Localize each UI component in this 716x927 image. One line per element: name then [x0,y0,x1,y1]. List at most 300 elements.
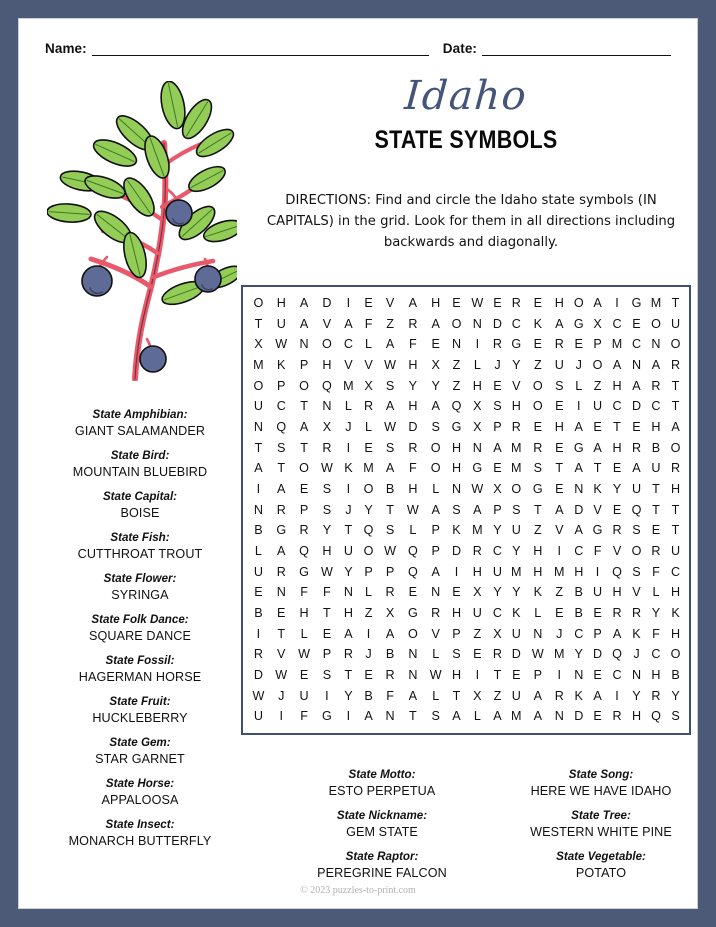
grid-cell[interactable]: W [320,461,333,476]
grid-cell[interactable]: V [322,316,332,331]
grid-cell[interactable]: T [671,399,680,414]
grid-cell[interactable]: H [612,440,622,455]
name-input-line[interactable] [92,43,429,56]
grid-cell[interactable]: C [651,399,661,414]
grid-cell[interactable]: H [343,605,353,620]
grid-cell[interactable]: H [408,358,418,372]
grid-cell[interactable]: C [612,667,622,682]
grid-cell[interactable]: E [493,378,502,393]
grid-cell[interactable]: H [299,605,309,620]
grid-cell[interactable]: E [493,461,502,476]
grid-cell[interactable]: T [613,419,621,434]
grid-cell[interactable]: I [346,709,351,724]
grid-cell[interactable]: N [253,419,263,434]
grid-cell[interactable]: S [512,502,521,517]
grid-cell[interactable]: H [651,419,661,434]
grid-cell[interactable]: G [276,523,287,538]
grid-cell[interactable]: I [557,667,562,682]
grid-cell[interactable]: I [454,564,459,579]
grid-cell[interactable]: T [386,502,394,517]
grid-cell[interactable]: L [432,481,440,496]
grid-cell[interactable]: A [364,709,373,724]
grid-cell[interactable]: Z [473,626,482,641]
grid-cell[interactable]: S [322,481,332,496]
grid-cell[interactable]: A [574,461,583,476]
grid-cell[interactable]: W [384,543,396,558]
grid-cell[interactable]: E [364,667,373,682]
grid-cell[interactable]: K [452,523,461,538]
grid-cell[interactable]: Y [431,378,440,393]
grid-cell[interactable]: A [408,296,418,311]
grid-cell[interactable]: L [365,337,373,352]
grid-cell[interactable]: G [592,523,603,538]
grid-cell[interactable]: U [472,605,482,620]
grid-cell[interactable]: Y [322,523,332,538]
grid-cell[interactable]: A [431,399,440,414]
grid-cell[interactable]: T [452,688,461,703]
grid-cell[interactable]: N [343,585,353,600]
grid-cell[interactable]: T [671,523,680,538]
grid-cell[interactable]: C [670,564,681,579]
grid-cell[interactable]: O [592,358,603,372]
grid-cell[interactable]: M [511,461,522,476]
grid-cell[interactable]: A [533,688,542,703]
grid-cell[interactable]: T [493,667,502,682]
grid-cell[interactable]: Y [632,688,641,703]
grid-cell[interactable]: N [651,337,661,352]
grid-cell[interactable]: L [652,585,660,600]
grid-cell[interactable]: R [431,605,441,620]
grid-cell[interactable]: G [299,564,309,579]
grid-cell[interactable]: A [632,378,641,393]
grid-cell[interactable]: B [671,667,680,682]
grid-cell[interactable]: R [276,564,286,579]
grid-cell[interactable]: F [409,337,417,352]
grid-cell[interactable]: E [533,337,542,352]
grid-cell[interactable]: N [408,647,418,662]
grid-cell[interactable]: D [574,502,584,517]
grid-cell[interactable]: I [346,296,351,311]
grid-cell[interactable]: M [511,564,522,579]
grid-cell[interactable]: H [533,543,543,558]
grid-cell[interactable]: N [631,358,642,372]
grid-cell[interactable]: Q [612,647,622,662]
grid-cell[interactable]: G [407,605,418,620]
grid-cell[interactable]: E [452,585,461,600]
grid-cell[interactable]: H [322,358,332,372]
grid-cell[interactable]: U [593,585,603,600]
grid-cell[interactable]: E [651,523,661,538]
grid-cell[interactable]: O [430,461,441,476]
grid-cell[interactable]: M [650,296,662,311]
grid-cell[interactable]: S [555,378,564,393]
grid-cell[interactable]: O [299,378,309,393]
grid-cell[interactable]: F [652,564,660,579]
grid-cell[interactable]: A [452,709,461,724]
grid-cell[interactable]: K [533,316,542,331]
grid-cell[interactable]: V [344,358,353,372]
grid-cell[interactable]: C [492,605,503,620]
grid-cell[interactable]: Y [493,585,502,600]
grid-cell[interactable]: S [385,440,395,455]
grid-cell[interactable]: V [512,378,521,393]
grid-cell[interactable]: N [472,316,482,331]
grid-cell[interactable]: A [555,502,564,517]
grid-cell[interactable]: N [408,667,418,682]
grid-cell[interactable]: I [557,543,562,558]
grid-cell[interactable]: U [253,564,263,579]
grid-cell[interactable]: R [472,543,482,558]
grid-cell[interactable]: A [299,419,309,434]
grid-cell[interactable]: T [652,502,660,517]
grid-cell[interactable]: L [344,399,352,414]
grid-cell[interactable]: Y [344,564,353,579]
grid-cell[interactable]: N [322,399,332,414]
grid-cell[interactable]: R [554,688,564,703]
grid-cell[interactable]: D [253,667,263,682]
grid-cell[interactable]: A [593,296,602,311]
grid-cell[interactable]: R [408,440,418,455]
grid-cell[interactable]: U [554,358,564,372]
grid-cell[interactable]: H [670,481,681,496]
grid-cell[interactable]: I [615,688,619,703]
grid-cell[interactable]: I [346,440,351,455]
grid-cell[interactable]: C [276,399,286,414]
grid-cell[interactable]: J [633,647,640,662]
grid-cell[interactable]: F [386,688,394,703]
grid-cell[interactable]: E [533,296,542,311]
grid-cell[interactable]: X [431,358,440,372]
grid-cell[interactable]: I [325,688,329,703]
grid-cell[interactable]: P [322,647,332,662]
grid-cell[interactable]: X [473,688,482,703]
grid-cell[interactable]: A [385,399,395,414]
grid-cell[interactable]: I [366,626,371,641]
grid-cell[interactable]: S [322,667,332,682]
grid-cell[interactable]: J [556,626,563,641]
grid-cell[interactable]: A [632,461,641,476]
grid-cell[interactable]: B [385,481,395,496]
grid-cell[interactable]: J [494,358,501,372]
grid-cell[interactable]: N [631,667,642,682]
grid-cell[interactable]: O [651,316,661,331]
grid-cell[interactable]: K [344,461,353,476]
grid-cell[interactable]: S [277,440,286,455]
grid-cell[interactable]: S [533,461,542,476]
grid-cell[interactable]: A [493,440,502,455]
grid-cell[interactable]: S [452,502,461,517]
grid-cell[interactable]: M [511,440,522,455]
grid-cell[interactable]: I [577,399,581,414]
grid-cell[interactable]: O [631,543,642,558]
grid-cell[interactable]: V [277,647,286,662]
grid-cell[interactable]: F [409,461,417,476]
grid-cell[interactable]: G [573,440,584,455]
grid-cell[interactable]: A [431,502,440,517]
grid-cell[interactable]: X [493,481,502,496]
grid-cell[interactable]: Q [451,399,462,414]
grid-cell[interactable]: P [431,543,440,558]
grid-cell[interactable]: Z [364,605,373,620]
grid-cell[interactable]: M [343,378,354,393]
grid-cell[interactable]: D [511,647,521,662]
grid-cell[interactable]: R [651,378,661,393]
grid-cell[interactable]: N [431,585,441,600]
grid-cell[interactable]: G [322,709,332,724]
grid-cell[interactable]: A [612,626,622,641]
grid-cell[interactable]: X [593,316,602,331]
grid-cell[interactable]: A [431,316,440,331]
grid-cell[interactable]: F [323,585,331,600]
grid-cell[interactable]: A [473,502,482,517]
grid-cell[interactable]: Y [512,358,521,372]
grid-cell[interactable]: A [431,564,440,579]
grid-cell[interactable]: N [472,440,482,455]
grid-cell[interactable]: J [365,647,372,662]
grid-cell[interactable]: I [256,481,261,496]
grid-cell[interactable]: F [652,626,660,641]
grid-cell[interactable]: T [555,461,564,476]
grid-cell[interactable]: R [651,543,661,558]
grid-cell[interactable]: A [593,440,602,455]
grid-cell[interactable]: L [432,647,440,662]
grid-cell[interactable]: L [409,523,417,538]
grid-cell[interactable]: H [574,564,584,579]
grid-cell[interactable]: U [631,481,642,496]
grid-cell[interactable]: S [452,647,461,662]
grid-cell[interactable]: O [253,296,264,311]
grid-cell[interactable]: Q [407,564,418,579]
grid-cell[interactable]: D [593,647,603,662]
grid-cell[interactable]: E [612,502,622,517]
grid-cell[interactable]: E [555,605,564,620]
grid-cell[interactable]: L [575,378,583,393]
grid-cell[interactable]: T [344,667,353,682]
grid-cell[interactable]: G [532,481,543,496]
grid-cell[interactable]: Y [574,647,583,662]
grid-cell[interactable]: E [632,316,641,331]
grid-cell[interactable]: A [533,709,542,724]
grid-cell[interactable]: O [670,337,681,352]
grid-cell[interactable]: S [431,419,440,434]
grid-cell[interactable]: A [254,461,263,476]
grid-cell[interactable]: T [409,709,417,724]
grid-cell[interactable]: K [632,626,641,641]
grid-cell[interactable]: O [573,296,584,311]
grid-cell[interactable]: T [671,502,680,517]
grid-cell[interactable]: T [533,502,542,517]
grid-cell[interactable]: W [406,502,419,517]
grid-cell[interactable]: U [276,316,286,331]
grid-cell[interactable]: J [345,419,352,434]
grid-cell[interactable]: R [612,523,622,538]
grid-cell[interactable]: E [322,626,332,641]
grid-cell[interactable]: W [384,419,396,434]
grid-cell[interactable]: U [511,688,521,703]
grid-cell[interactable]: O [299,461,309,476]
grid-cell[interactable]: R [612,605,622,620]
grid-cell[interactable]: C [511,316,521,331]
grid-cell[interactable]: E [431,337,440,352]
grid-cell[interactable]: Q [276,419,287,434]
grid-cell[interactable]: T [254,440,263,455]
grid-cell[interactable]: I [595,564,600,579]
grid-cell[interactable]: U [492,564,503,579]
grid-cell[interactable]: P [493,502,502,517]
grid-cell[interactable]: K [671,605,680,620]
grid-cell[interactable]: T [671,296,680,311]
grid-cell[interactable]: E [574,337,583,352]
grid-cell[interactable]: H [554,296,564,311]
grid-cell[interactable]: B [574,585,583,600]
grid-cell[interactable]: C [492,543,503,558]
grid-cell[interactable]: U [593,399,603,414]
grid-cell[interactable]: B [385,647,395,662]
grid-cell[interactable]: R [408,316,418,331]
grid-cell[interactable]: Z [593,378,602,393]
word-search-grid[interactable] [241,285,691,735]
grid-cell[interactable]: L [473,709,481,724]
grid-cell[interactable]: N [299,337,309,352]
grid-cell[interactable]: E [555,399,564,414]
grid-cell[interactable]: R [554,337,564,352]
grid-cell[interactable]: A [277,481,286,496]
grid-cell[interactable]: I [475,667,480,682]
grid-cell[interactable]: Z [493,688,502,703]
grid-cell[interactable]: E [493,296,502,311]
grid-cell[interactable]: T [277,461,286,476]
grid-cell[interactable]: F [593,543,602,558]
grid-cell[interactable]: D [322,296,332,311]
grid-cell[interactable]: R [363,399,374,414]
grid-cell[interactable]: R [385,667,395,682]
grid-cell[interactable]: A [385,337,395,352]
grid-cell[interactable]: V [612,543,622,558]
grid-cell[interactable]: I [475,337,480,352]
grid-cell[interactable]: R [511,296,521,311]
grid-cell[interactable]: Y [651,605,661,620]
grid-cell[interactable]: A [493,709,502,724]
grid-cell[interactable]: E [612,461,622,476]
grid-cell[interactable]: E [408,585,418,600]
grid-cell[interactable]: U [343,543,353,558]
grid-cell[interactable]: H [451,667,462,682]
grid-cell[interactable]: G [472,461,483,476]
grid-cell[interactable]: P [431,523,440,538]
grid-cell[interactable]: A [593,688,602,703]
grid-cell[interactable]: D [631,399,642,414]
grid-cell[interactable]: L [432,688,440,703]
grid-cell[interactable]: R [492,647,503,662]
grid-cell[interactable]: N [451,337,462,352]
grid-cell[interactable]: T [593,461,602,476]
grid-cell[interactable]: Q [299,543,309,558]
grid-cell[interactable]: Y [344,688,353,703]
grid-cell[interactable]: W [471,296,484,311]
grid-cell[interactable]: R [299,523,309,538]
grid-cell[interactable]: Z [452,378,461,393]
grid-cell[interactable]: T [652,481,660,496]
grid-cell[interactable]: S [632,564,641,579]
grid-cell[interactable]: P [385,564,395,579]
grid-cell[interactable]: H [612,585,622,600]
grid-cell[interactable]: G [573,316,584,331]
grid-cell[interactable]: O [670,647,681,662]
grid-cell[interactable]: P [493,419,502,434]
grid-cell[interactable]: E [593,419,602,434]
grid-cell[interactable]: O [430,440,441,455]
grid-cell[interactable]: H [322,543,332,558]
grid-cell[interactable]: O [363,481,374,496]
grid-cell[interactable]: Q [322,378,332,393]
grid-cell[interactable]: E [512,667,521,682]
grid-cell[interactable]: A [574,523,583,538]
grid-cell[interactable]: A [555,316,564,331]
grid-cell[interactable]: H [276,296,286,311]
grid-cell[interactable]: T [323,605,331,620]
grid-cell[interactable]: T [300,440,308,455]
grid-cell[interactable]: H [451,461,462,476]
grid-cell[interactable]: M [611,337,623,352]
grid-cell[interactable]: R [651,688,661,703]
grid-cell[interactable]: P [533,667,542,682]
grid-cell[interactable]: S [322,502,332,517]
grid-cell[interactable]: P [452,626,461,641]
grid-cell[interactable]: P [299,502,309,517]
grid-cell[interactable]: M [253,358,264,372]
grid-cell[interactable]: R [322,440,332,455]
grid-cell[interactable]: E [593,709,602,724]
grid-cell[interactable]: X [254,337,263,352]
grid-cell[interactable]: H [408,481,418,496]
grid-cell[interactable]: A [344,316,353,331]
grid-cell[interactable]: Y [408,378,418,393]
grid-cell[interactable]: Z [452,358,461,372]
grid-cell[interactable]: G [451,419,462,434]
grid-cell[interactable]: H [631,709,642,724]
grid-cell[interactable]: W [275,667,288,682]
grid-cell[interactable]: L [365,585,373,600]
grid-cell[interactable]: V [555,523,564,538]
grid-cell[interactable]: E [364,296,373,311]
grid-cell[interactable]: P [593,337,602,352]
grid-cell[interactable]: E [299,481,309,496]
grid-cell[interactable]: X [473,585,482,600]
grid-cell[interactable]: N [253,502,263,517]
grid-cell[interactable]: L [300,626,308,641]
grid-cell[interactable]: Y [612,481,622,496]
grid-cell[interactable]: M [554,647,565,662]
grid-cell[interactable]: H [670,626,681,641]
grid-cell[interactable]: M [554,564,565,579]
grid-cell[interactable]: D [492,316,503,331]
grid-cell[interactable]: T [254,316,263,331]
grid-cell[interactable]: W [298,647,311,662]
grid-cell[interactable]: X [493,626,502,641]
grid-cell[interactable]: R [492,337,503,352]
grid-cell[interactable]: W [320,564,333,579]
grid-cell[interactable]: N [451,481,462,496]
grid-cell[interactable]: X [473,399,482,414]
grid-cell[interactable]: E [632,419,641,434]
grid-cell[interactable]: N [554,709,564,724]
grid-cell[interactable]: P [277,378,286,393]
grid-cell[interactable]: I [256,626,261,641]
grid-cell[interactable]: H [651,667,661,682]
grid-cell[interactable]: E [555,481,564,496]
grid-cell[interactable]: Q [631,502,642,517]
grid-cell[interactable]: V [385,296,395,311]
